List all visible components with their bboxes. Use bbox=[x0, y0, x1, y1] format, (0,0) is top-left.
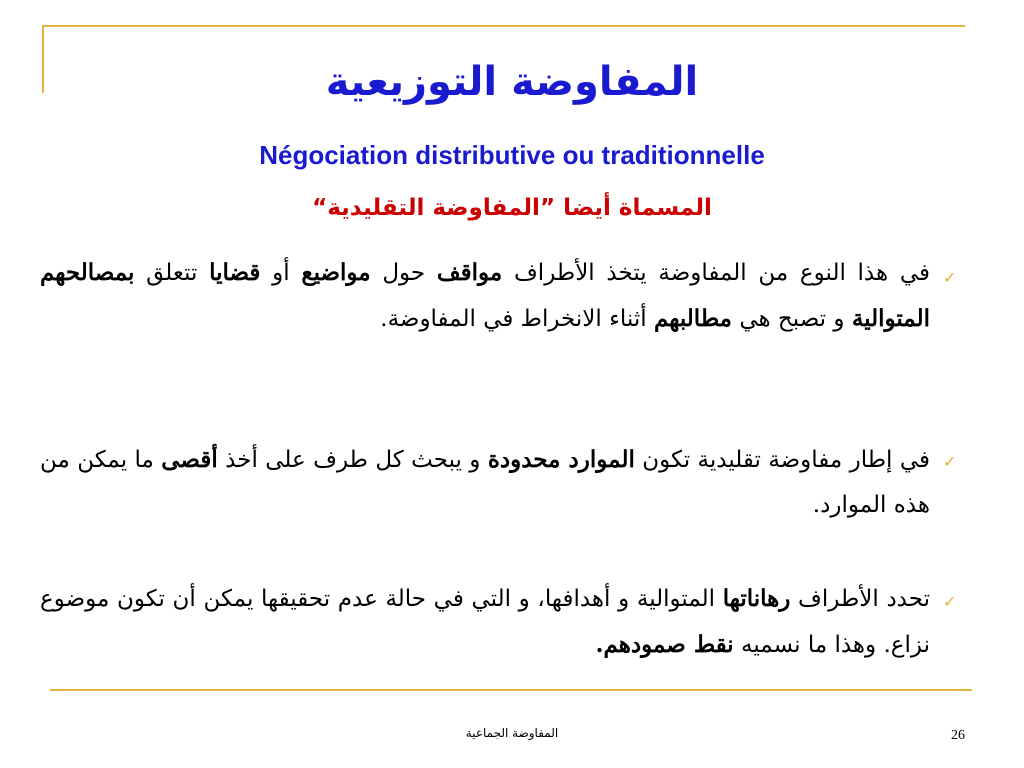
bullet-text: و يبحث كل طرف على أخذ bbox=[217, 447, 488, 473]
slide-subtitle-arabic: المسماة أيضا ”المفاوضة التقليدية“ bbox=[312, 195, 712, 221]
bullet-text: ما يمكن من هذه الموارد. bbox=[40, 447, 930, 518]
footer-title: المفاوضة الجماعية bbox=[465, 726, 559, 740]
page-number: 26 bbox=[951, 728, 965, 743]
bullet-text: المتوالية و أهدافها، و التي في حالة عدم تحقيقها يمكن أن تكون موضوع نزاع. وهذا ما نسميه bbox=[40, 586, 930, 658]
bullet-bold-text: رهاناتها bbox=[722, 585, 791, 612]
bullet-item-3 bbox=[40, 576, 930, 668]
bullet-item-2 bbox=[40, 437, 930, 528]
bullet-bold-text: قضايا bbox=[209, 259, 261, 286]
frame-top-line bbox=[42, 25, 965, 27]
check-icon: ✓ bbox=[943, 592, 957, 611]
bullet-bold-text: نقط صمودهم. bbox=[595, 631, 734, 658]
bullet-bold-text: الموارد محدودة bbox=[487, 446, 635, 473]
bullet-bold-text: مواقف bbox=[436, 259, 503, 286]
slide-title: المفاوضة التوزيعية bbox=[325, 59, 699, 105]
check-icon: ✓ bbox=[943, 268, 957, 287]
bullet-bold-text: مواضيع bbox=[301, 259, 371, 286]
bullet-bold-text: أقصى bbox=[161, 446, 218, 473]
bullet-text: في إطار مفاوضة تقليدية تكون bbox=[634, 447, 931, 473]
bullet-bold-text: بمصالحهم المتوالية bbox=[40, 259, 930, 332]
bullet-text: أو bbox=[260, 260, 302, 286]
footer-divider bbox=[50, 689, 972, 691]
bullet-text: تتعلق bbox=[134, 260, 210, 286]
slide-subtitle-french: Négociation distributive ou traditionnelle bbox=[259, 140, 765, 170]
bullet-item-1 bbox=[40, 250, 930, 342]
bullet-text: تحدد الأطراف bbox=[790, 586, 931, 612]
bullet-text: في هذا النوع من المفاوضة يتخذ الأطراف bbox=[502, 260, 930, 286]
bullet-bold-text: مطالبهم bbox=[653, 305, 733, 332]
bullet-text: و تصبح هي bbox=[732, 306, 852, 332]
bullet-text: أثناء الانخراط في المفاوضة. bbox=[380, 306, 654, 332]
bullet-text: حول bbox=[370, 260, 437, 286]
check-icon: ✓ bbox=[943, 452, 957, 471]
